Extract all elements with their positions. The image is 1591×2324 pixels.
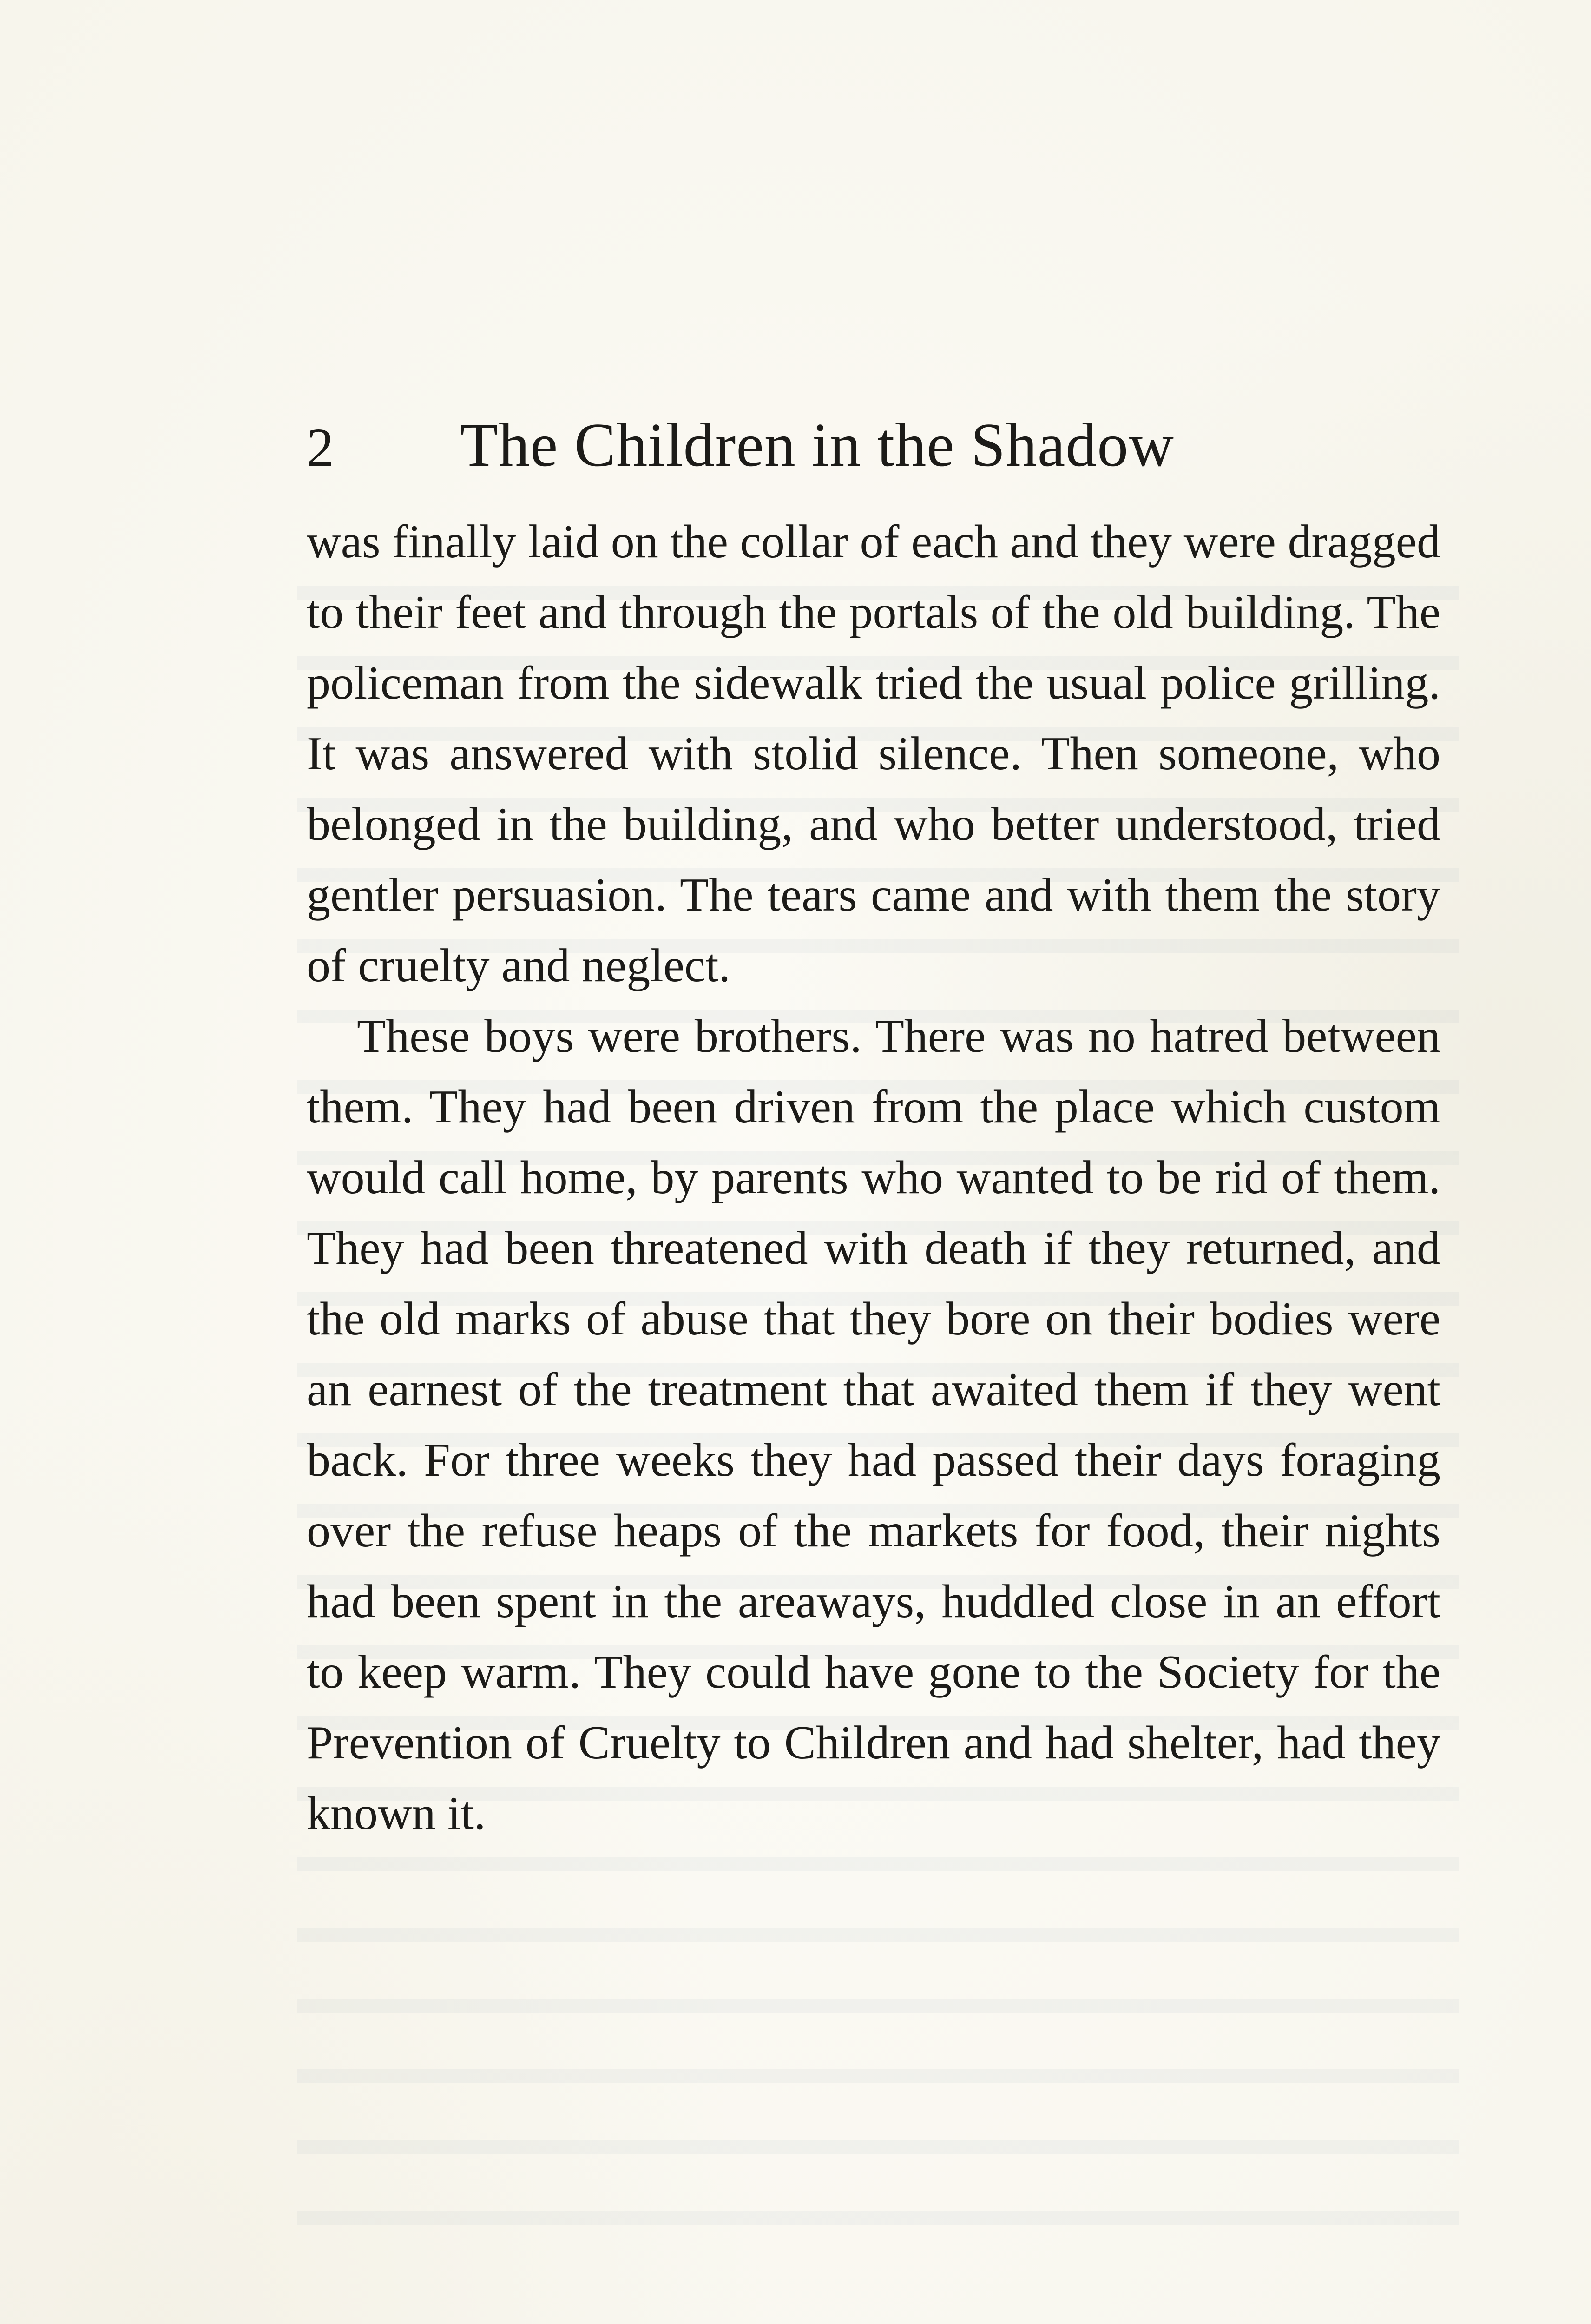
paragraph-continued: was finally laid on the collar of each and they were dragged to their feet and through the portals of the old building. The policeman from the sidewalk tried the usual police grilling. It was answered with stolid silence. Then someone, who belonged in the building, and who better understood, tried gentler persuasion. The tears came and with them the story of cruelty and neglect. — [307, 515, 1440, 992]
running-title: The Children in the Shadow — [460, 410, 1174, 479]
paragraph: These boys were brothers. There was no hatred between them. They had been driven from the place which custom would call home, by parents who wanted to be rid of them. They had been threatened with death if they returned, and the old marks of abuse that they bore on their bodies were an earnest of the treatment that awaited them if they went back. For three weeks they had passed their days foraging over the refuse heaps of the markets for food, their nights had been spent in the areaways, huddled close in an effort to keep warm. They could have gone to the Society for the Prevention of Cruelty to Children and had shelter, had they known it. — [307, 1010, 1440, 1840]
body-text — [307, 507, 1440, 1849]
page-number: 2 — [307, 417, 334, 478]
running-header — [307, 409, 1440, 497]
